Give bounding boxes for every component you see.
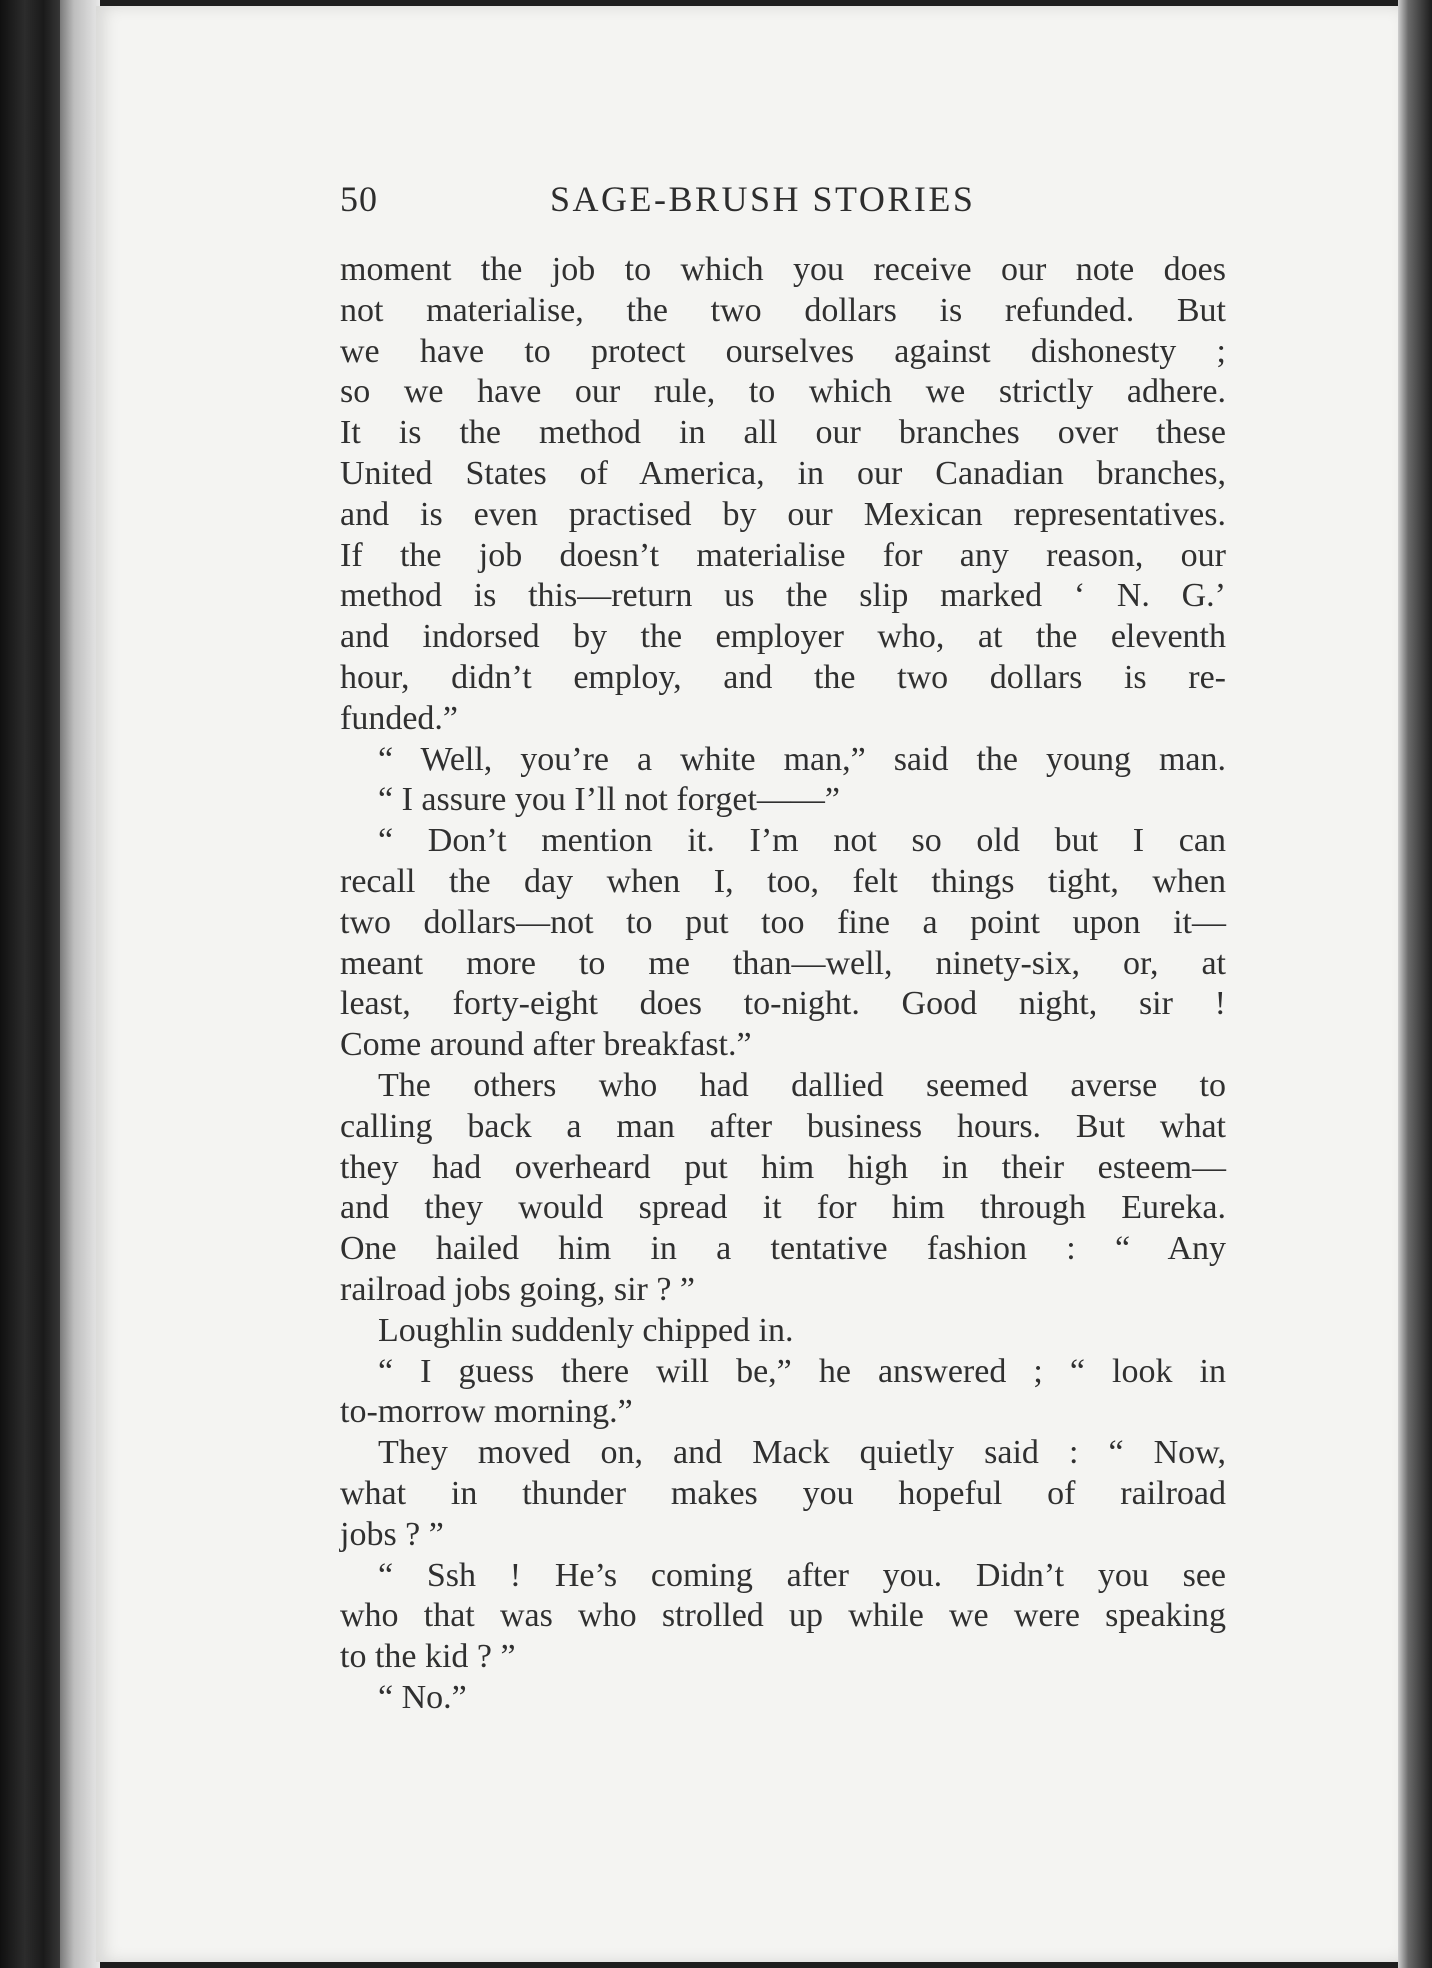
text-line: who that was who strolled up while we were speaking bbox=[340, 1597, 1226, 1635]
text-line: two dollars—not to put too fine a point upon it— bbox=[340, 903, 1226, 941]
text-line: United States of America, in our Canadian branches, bbox=[340, 454, 1226, 492]
text-line: “ No.” bbox=[378, 1678, 467, 1716]
page-number: 50 bbox=[340, 179, 378, 219]
text-line: least, forty-eight does to-night. Good night, sir ! bbox=[340, 985, 1226, 1023]
right-page-edge bbox=[1398, 0, 1432, 1968]
text-line: They moved on, and Mack quietly said : “ Now, bbox=[378, 1434, 1226, 1472]
text-line: “ Ssh ! He’s coming after you. Didn’t you see bbox=[378, 1556, 1226, 1594]
text-line: to the kid ? ” bbox=[340, 1638, 516, 1676]
text-line: “ I guess there will be,” he answered ; “ look in bbox=[378, 1352, 1226, 1390]
text-line: we have to protect ourselves against dishonesty ; bbox=[340, 332, 1226, 370]
text-line: railroad jobs going, sir ? ” bbox=[340, 1270, 696, 1308]
book-binding bbox=[0, 0, 62, 1968]
page-header bbox=[340, 178, 1226, 228]
text-line: method is this—return us the slip marked ‘ N. G.’ bbox=[340, 577, 1226, 615]
body-text bbox=[340, 250, 1226, 1719]
text-line: not materialise, the two dollars is refunded. But bbox=[340, 291, 1226, 329]
text-line: Come around after breakfast.” bbox=[340, 1026, 752, 1064]
text-line: It is the method in all our branches over these bbox=[340, 414, 1226, 452]
text-line: One hailed him in a tentative fashion : “ Any bbox=[340, 1230, 1226, 1268]
text-line: and indorsed by the employer who, at the eleventh bbox=[340, 618, 1226, 656]
text-line: “ Well, you’re a white man,” said the young man. bbox=[378, 740, 1226, 778]
text-line: meant more to me than—well, ninety-six, or, at bbox=[340, 944, 1226, 982]
text-line: If the job doesn’t materialise for any reason, our bbox=[340, 536, 1226, 574]
text-line: moment the job to which you receive our note does bbox=[340, 251, 1226, 288]
text-line: recall the day when I, too, felt things tight, when bbox=[340, 862, 1226, 900]
text-line: so we have our rule, to which we strictly adhere. bbox=[340, 373, 1226, 411]
text-line: The others who had dallied seemed averse to bbox=[378, 1066, 1226, 1104]
text-line: and is even practised by our Mexican representatives. bbox=[340, 495, 1226, 533]
running-title: SAGE-BRUSH STORIES bbox=[550, 179, 976, 219]
text-line: “ Don’t mention it. I’m not so old but I can bbox=[378, 822, 1226, 860]
text-line: funded.” bbox=[340, 699, 459, 737]
text-line: hour, didn’t employ, and the two dollars is re- bbox=[340, 658, 1226, 696]
text-line: they had overheard put him high in their esteem— bbox=[340, 1148, 1226, 1186]
text-line: and they would spread it for him through Eureka. bbox=[340, 1189, 1226, 1227]
text-line: calling back a man after business hours. But what bbox=[340, 1107, 1226, 1145]
text-line: Loughlin suddenly chipped in. bbox=[378, 1311, 794, 1349]
text-line: jobs ? ” bbox=[340, 1515, 444, 1553]
text-line: to-morrow morning.” bbox=[340, 1393, 633, 1431]
text-line: “ I assure you I’ll not forget——” bbox=[378, 781, 841, 819]
gutter-shadow bbox=[60, 0, 100, 1968]
text-line: what in thunder makes you hopeful of railroad bbox=[340, 1474, 1226, 1512]
